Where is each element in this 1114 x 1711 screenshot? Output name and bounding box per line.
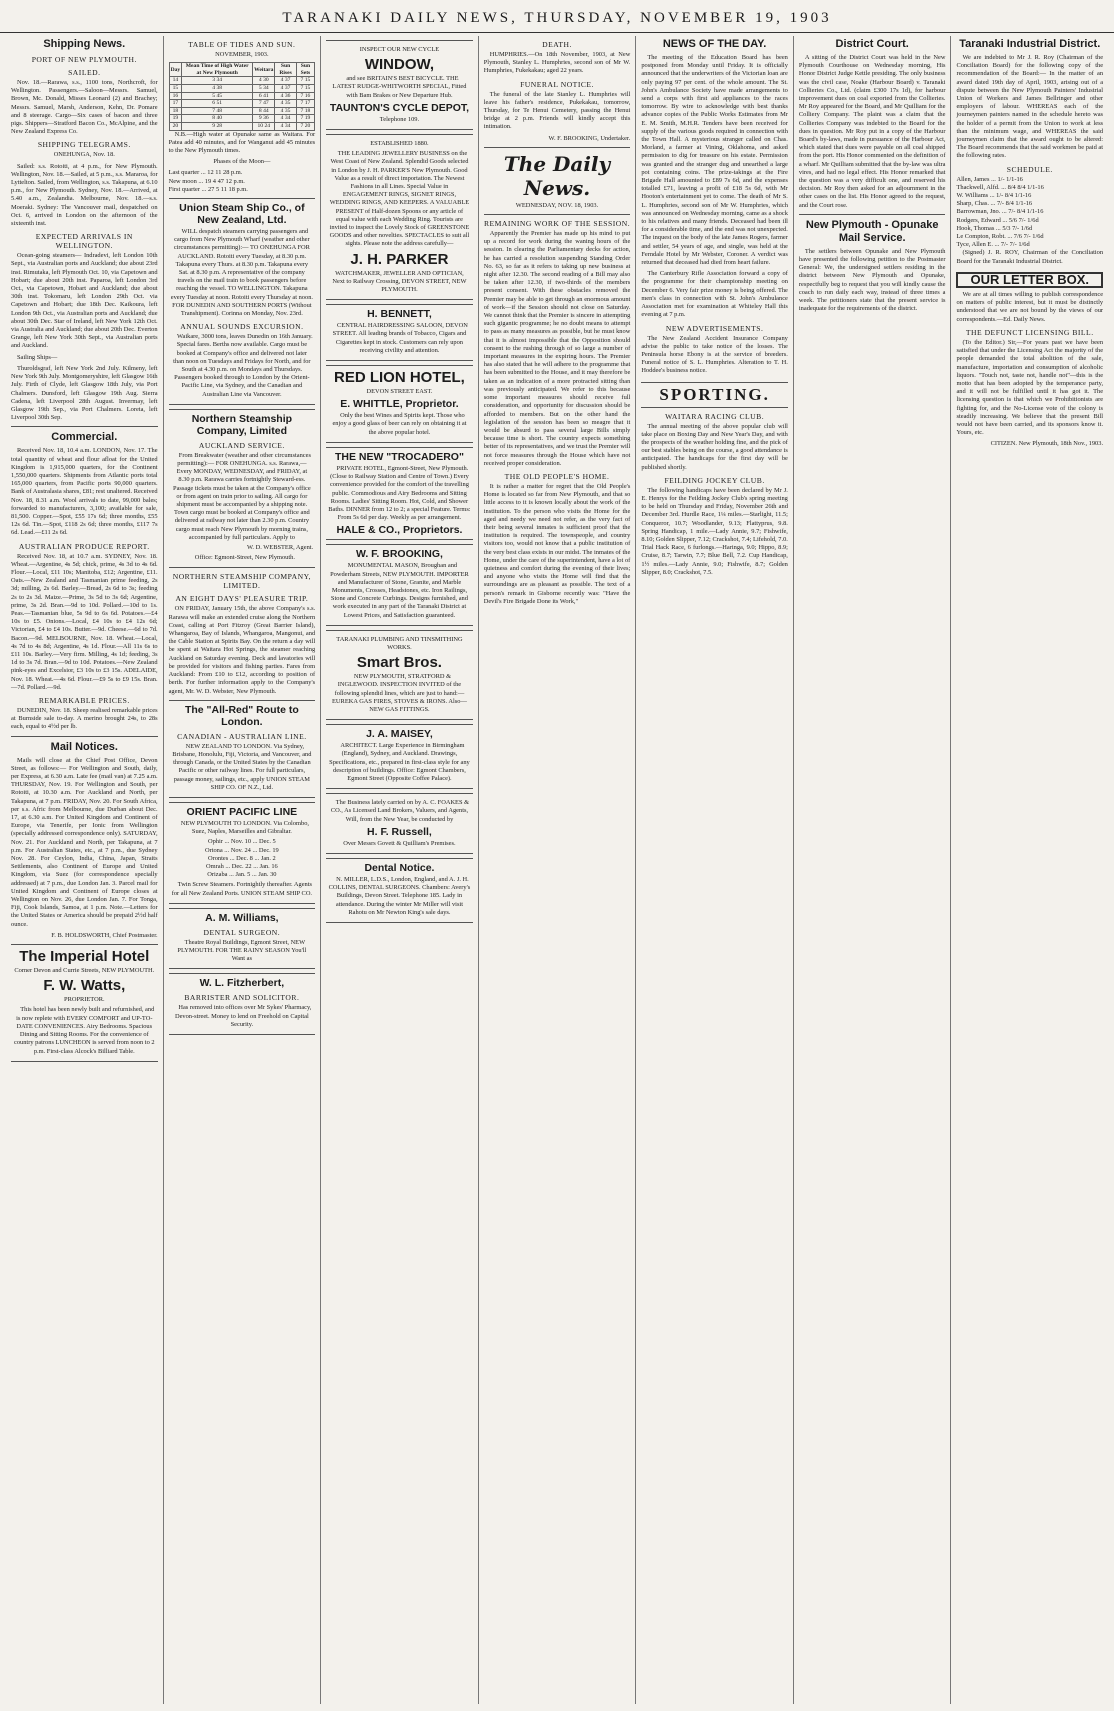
russell-text: Over Messrs Govett & Quilliam's Premises. [343,839,456,847]
tides-cell: 6 41 [253,92,275,100]
fitzherbert-heading: W. L. Fitzherbert, [199,977,285,990]
editorial-date: WEDNESDAY, NOV. 18, 1903. [515,201,599,209]
sailing-ships-text: Thuroldsgraf, left New York 2nd July. Kilmeny, left New York 9th July. Montgomeryshire, left Glasgow 16th July. Firth of Clyde, left Glasgow 18th July, via Port Chalmers. Dunsford, left Glasgow 19th Aug. Sierra Cadena, left Liverpool 28th August. Invermay, left Glasgow 19th Sep., via Port Chalmers. Loreta, left Liverpool 30th Sep. [11,364,158,422]
orient-sailing-item: Ophir ... Nov. 10 ... Dec. 5 [207,838,276,846]
tides-cell: 14 [169,77,182,85]
tides-cell: 9 36 [253,115,275,123]
funeral-heading: FUNERAL NOTICE. [520,79,594,89]
tides-cell: 20 [169,122,182,130]
northern-steamship-ad [169,409,316,569]
divider [799,214,946,215]
opunake-text: The settlers between Opunake and New Plymouth have presented the following petition to the Postmaster General: We, the undersigned settlers residing in the district between New Plymouth and Opunake, respectfully beg to request that you will kindly cause the coach to run daily each way, instead of three times a week. The petitioners state that the present service is inadequate for the requirements of the district. [798,247,946,313]
tides-cell: 7 47 [253,100,275,108]
fitzherbert-text: Has removed into offices over Mr Sykes' Pharmacy, Devon-street. Money to lend on Freehold on Capital Security. [174,1004,312,1028]
plumbing-heading: TARANAKI PLUMBING AND TINSMITHING WORKS. [336,635,463,651]
tides-cell: 7 15 [296,84,314,92]
divider [484,214,631,215]
schedule-row: Hook, Thomas ... 5/3 7/- 1/6d [956,224,1033,232]
union-steam-heading: Union Steam Ship Co., of New Zealand, Ltd. [179,201,305,226]
tides-cell: 4 36 [275,92,296,100]
orient-sailing-item: Ortona ... Nov. 24 ... Dec. 19 [204,846,279,854]
column-5 [636,36,794,1704]
moon-heading: Phases of the Moon— [213,158,271,166]
sailing-ships-heading: Sailing Ships— [17,353,58,361]
paper-title: The Daily News. [503,151,611,200]
tides-row [169,92,315,100]
remarkable-text: DUNEDIN, Nov. 18. Sheep realised remarkable prices at Burnside sale to-day. A merino brought 24s, to 28s each, equal to 4½d per lb. [11,707,158,731]
leader-text: Apparently the Premier has made up his mind to put up a record for work during the waning hours of the session. In clearing the Parliamentary decks for action, he has carried a resolution suspending Standing Order No. 63, so far as it refers to taking up new business at night after 12.30. The second reading of a Bill may also be taken after 12.30, if two-thirds of the members present consent. With these obstacles removed the Premier may be able to get through an enormous amount of work—if the Session should not close on Saturday. We cannot think that the Premier is sincere in attempting such gigantic programme; he no doubt means to attempt to pass as many measures as possible, but he must know that it is almost impossible that the Opposition should consent to the rushing through of so large a number of important measures in the expiring hours. The Premier has also stated that he will adhere to the programme that has been submitted to the House, and it may therefore be taken as an indication of a more protracted sitting than was previously anticipated. We refer to this because some important measures should receive full consideration, and opportunity for discussion should be afforded to members. But on the other hand the legislation of the session has been so meagre that it would be absurd to pass several large Bills simply because time is short. The country expects something better of its representatives, and we trust the Premier will not force measures through the House which have not received proper consideration. [483,230,631,467]
tides-cell: 15 [169,84,182,92]
hotel-proprietor: F. W. Watts, [43,977,126,995]
column-1 [6,36,164,1704]
orient-text: NEW PLYMOUTH TO LONDON. Via Colombo, Suez, Naples, Marseilles and Gibraltar. [180,819,309,836]
tides-cell: 6 51 [182,100,253,108]
trocadero-heading: THE NEW "TROCADERO" [334,450,464,463]
tides-cell: 7 20 [296,122,314,130]
fitzherbert-ad [169,973,316,1035]
onehunga-dateline: ONEHUNGA, Nov. 18. [53,151,115,159]
schedule-row: Tyce, Allen E. ... 7/- 7/- 1/6d [956,241,1030,249]
sailed-heading: SAILED. [68,68,101,77]
old-peoples-home-text: It is rather a matter for regret that the Old People's Home is located so far from New Plymouth, and that so little access to it is known locally about the work of the institution. To the person who visits the Home for the aged and needy we need not refer, as the very fact of their being several inmates is sufficient proof that the institution is required. The townspeople, and country visitors too, would not know that a public institution of the very best class exists in our midst. The inmates of the Home, under the care of the superintendent, have a lot of quietness and comfort during the evening of their lives; and anyone who visits the Home will find that the surroundings are as pleasant as possible. The text of a person's remark in Gisborne recently was: "Have the Devil's Fire Brigade Done its Work," [483,482,631,605]
window-text: and see BRITAIN'S BEST BICYCLE. THE LATEST RUDGE-WHITWORTH SPECIAL, Fitted with Bam Brakes or New Departure Hub. [332,75,467,99]
sporting-heading: SPORTING. [641,382,788,408]
smart-heading: Smart Bros. [356,654,442,672]
district-court-text: A sitting of the District Court was held in the New Plymouth Courthouse on Wednesday morning, His Honor District Judge Kettle presiding. The only business was the civil case, Noake (Harbour Board) v. Taranaki Collieries Co., Ltd. (claim £300 17s 1d), for harbour improvement dues on coal exported from the Collieries. Mr Roy appeared for the Board, and Mr Quilliam for the Colliery Company. The plaint was a claim that the Collieries Company was indebted to the Board for the dues in question. Mr Roy put in a copy of the Harbour Board's by-laws, made in pursuance of the Harbour Act, which stated that dues were payable on all coal shipped from the port. His Honor commented on the definition of a wharf. Mr Quilliam submitted that the by-law was ultra vires, and had no legal effect. His Honor remarked that the question was a very difficult one, and reserved his decision. Mr Roy then asked for an adjournment in the other cases on the list. His Honor agreed to the request, and the Court rose. [798,54,946,209]
industrial-heading: Taranaki Industrial District. [959,38,1101,50]
jewellery-text: THE LEADING JEWELLERY BUSINESS on the West Coast of New Zealand. Splendid Goods selected in London by J. H. PARKER'S New Plymouth. Good Value as a result of direct importation. The Newest Fashions in all Lines. Special Value in ENGAGEMENT RINGS, SIGNET RINGS, WEDDING RINGS, AND KEEPERS. A VALUABLE PRESENT of Half-dozen Spoons or any article of equal value with each Wedding Ring. Tourists are invited to inspect the Lovely Stock of GREENSTONE GOODS and other novelties. SPECTACLES to suit all sights. Please note the address carefully— [329,150,470,248]
schedule-row: Rodgers, Edward ... 5/6 7/- 1/6d [956,216,1039,224]
tides-cell: 7 48 [182,107,253,115]
foakes-text: The Business lately carried on by A. C. FOAKES & CO., As Licensed Land Brokers, Valuers, and Agents, Will, from the New Year, be conducted by [330,799,470,823]
waitara-heading: WAITARA RACING CLUB. [665,411,765,421]
russell-ad [326,793,473,854]
funeral-signature: W. F. BROOKING, Undertaker. [548,134,631,142]
old-peoples-home-heading: THE OLD PEOPLE'S HOME. [504,471,610,481]
tides-cell: 19 [169,115,182,123]
tides-row [169,84,315,92]
commercial-heading: Commercial. [51,431,118,444]
port-heading: PORT OF NEW PLYMOUTH. [31,55,137,64]
orient-sailing-item: Omrah ... Dec. 22 ... Jan. 16 [206,862,278,870]
rifle-text: The Canterbury Rifle Association forward a copy of the programme for their championship meeting on December 6. Very fair prize money is being offered. The men's class in connection with St. John's Ambulance Association met for examination at Whiteley Hall this evening at 7 p.m. [641,270,788,319]
letter-box-heading: OUR LETTER BOX. [956,272,1103,288]
orient-note: Twin Screw Steamers. Fortnightly thereafter. Agents for all New Zealand Ports. UNION STEAM SHIP CO. [171,881,313,897]
tides-cell: 8 40 [182,115,253,123]
annual-heading: ANNUAL SOUNDS EXCURSION. [180,322,304,332]
remarkable-heading: REMARKABLE PRICES. [38,696,130,705]
mail-heading: Mail Notices. [50,740,118,753]
divider [11,426,158,427]
fitzherbert-sub: BARRISTER AND SOLICITOR. [184,993,300,1003]
tides-cell: 7 17 [296,100,314,108]
tides-cell: 4 35 [275,100,296,108]
tides-row [169,100,315,108]
smart-text: NEW PLYMOUTH, STRATFORD & INGLEWOOD. INSPECTION INVITED of the following splendid lines, which are just to hand:— EUREKA GAS FIRES, STOVES & IRONS. Also—NEW GAS FITTINGS. [332,673,467,713]
schedule-heading: SCHEDULE. [1006,164,1053,174]
tides-row [169,107,315,115]
northern-text: From Breakwater (weather and other circumstances permitting):— FOR ONEHUNGA. s.s. Rarawa,— Every MONDAY, WEDNESDAY, and FRIDAY, at 8.30 p.m. Rarawa carries fortnightly Steward-ess. Passage tickets must be taken at the Company's office or from agent on train prior to sailing. All cargo for shipment must be accompanied by a shipping note. Town cargo must be booked at Company's office and delivered at railway not later than 2.30 p.m. Country cargo must reach New Plymouth by morning trains, accompanied by full particulars. Apply to [173,451,311,541]
commercial-text: Received Nov. 18, 10.4 a.m. LONDON, Nov. 17. The total quantity of wheat and flour afloat for the United Kingdom is 1,915,000 quarters, for the Continent 1,550,000 quarters. Shipments from Atlantic ports total 165,000 quarters, from Pacific ports 90,000 quarters. Bank of Australasia shares, £81; rest unaltered. Received Nov. 18, 8.31 a.m. Wool arrivals to date, 99,000 bales; forwarded to manufacturers, 3,100; available for sale, 81,500. Copper.—Spot, £55 17s 6d; three months, £55 12s 6d. Tin.—Spot, £118 2s 6d; three months, £117 7s 6d. Lead.—£11 2s 6d. [11,447,158,537]
trocadero-ad [326,447,473,540]
annual-text: Waikare, 3000 tons, leaves Dunedin on 16th January. Special fares. Berths now available. Cargo must be booked at Company's office and delivered not later than noon on Tuesdays and Fridays for North, and for South at 4.30 p.m. on Mondays and Thursdays. Passengers booked through to London by the Orient-Pacific Line, via Sydney, and the Canadian and Australian Line via Vancouver. [173,333,313,398]
telegrams-text: Sailed: s.s. Rotoiti, at 4 p.m., for New Plymouth. Wellington, Nov. 18.—Sailed, at 5 p.m., s.s. Mararoa, for Lyttelton. Sailed, from Wellington, s.s. Takapuna, at 6.10 p.m., for New Plymouth. Sydney, Nov. 18.—Arrived, at 5.40 a.m., Zealandia. Melbourne, Nov. 18.—s.s. Moeraki. Sydney: The Vancouver mail, despatched on Oct. 6, arrived in London on the afternoon of the sixteenth inst. [11,162,158,228]
new-ads-text: The New Zealand Accident Insurance Company advise the public to take notice of the losses. The Peninsula horse Ebony is at the service of breeders. Funeral notice of S. L. Humphries. Alteration to T. H. Hoddee's business notice. [641,334,788,375]
tides-cell: 8 44 [253,107,275,115]
williams-ad [169,908,316,970]
tides-col-rises: Sun Rises [275,63,296,77]
dental-ad [326,858,473,923]
moon-phase-item: First quarter ... 27 5 11 18 p.m. [168,185,248,193]
tides-heading: TABLE OF TIDES AND SUN. [188,40,296,49]
union-steam-text: WILL despatch steamers carrying passengers and cargo from New Plymouth Wharf (weather and other circumstances permitting):— TO ONEHUNGA FOR AUCKLAND. Rotoiti every Tuesday, at 8.30 p.m. Takapuna every Thurs. at 8.30 p.m. Takapuna every Sat. at 8.30 p.m. A representative of the company travels on the mail train to book passengers before reaching the vessel. TO WELLINGTON. Takapuna every Tuesday at noon. Rotoiti every Thursday at noon. FOR DUNEDIN AND SOUTHERN PORTS (Without Transhipment). Corinna on Monday, Nov. 23rd. [170,227,313,317]
tides-cell: 7 19 [296,115,314,123]
schedule-row: Sharp, Chas. ... 7/- 8/4 1/1-16 [956,200,1033,208]
russell-heading: H. F. Russell, [367,825,432,838]
taunton-heading: TAUNTON'S CYCLE DEPOT, [329,101,470,114]
funeral-text: The funeral of the late Stanley L. Humphries will leave his father's residence, Pukekakau, tomorrow, Thursday, for Te Henui Cemetery, passing the Henui bridge at 2 p.m. Friends will kindly accept this intimation. [483,90,631,131]
divider [11,736,158,737]
tides-cell: 3 34 [182,77,253,85]
tides-cell: 7 18 [296,107,314,115]
tides-col-np: Mean Time of High Water at New Plymouth [182,63,253,77]
schedule-row: Barrowman, Jno. ... 7/- 8/4 1/1-16 [956,208,1044,216]
feilding-heading: FEILDING JOCKEY CLUB. [664,475,765,485]
feilding-text: The following handicaps have been declared by Mr J. E. Henrys for the Feilding Jockey Club's spring meeting to be held on Thursday and Friday, November 26th and December 3rd. Hurdle Race, 1¼ miles.—Starlight, 11.5; Conqueror, 10.7; Woodlander, 9.13; Flattyprus, 9.8. Spring Handicap, 1 mile.—Lady Annie, 9.7; Fishwife, 8.10; Golden Slipper, 7.12; Crackshot, 7.4; Lifehold, 7.0. Trial Hack Race, 6 furlongs.—Haringa, 9.0; Hippo, 8.9; Cruise, 8.7; Tarwin, 7.7; Blue Bell, 7.2. Cup Handicap, 1½ miles.—Lady Annie, 9.0; Fishwife, 8.7; Golden Slipper, 8.0; Crackshot, 7.5. [641,486,788,576]
northern-heading: Northern Steamship Company, Limited [191,412,293,437]
excursion-heading: AN EIGHT DAYS' PLEASURE TRIP. [175,594,309,604]
telegrams-heading: SHIPPING TELEGRAMS. [37,140,131,150]
moon-list [169,169,316,194]
column-3 [321,36,479,1704]
smart-ad [326,630,473,720]
hotel-address: Corner Devon and Currie Streets, NEW PLYMOUTH. [14,967,155,975]
northern-signature: W. D. WEBSTER, Agent. [246,544,314,552]
tides-cell: 4 34 [275,122,296,130]
tides-row [169,122,315,130]
brooking-text: MONUMENTAL MASON, Broughan and Powderham Streets, NEW PLYMOUTH. IMPORTER and Manufacturer of Stone, Granite, and Marble Monuments, Crosses, Headstones, etc. Iron Railings, Stone and Concrete Curbings. Designs furnished, and work executed in any part of the Taranaki District at Lowest Prices, and Satisfaction guaranteed. [330,562,469,619]
news-text: The meeting of the Education Board has been postponed from Monday until Friday. It is officially announced that the underwriters of the Victorian loan are only paying 97 per cent. of the whole amount. The St. John's Ambulance Society have made arrangements to send a corps with first aid appliances to the races tomorrow. By wire to acknowledge with best thanks advance copies of the Public Works Estimates from Mr E. M. Smith, M.H.R. Tenders have been received for supply of the various goods required in connection with the Town Hall. A mysterious stranger called on Chas. Morland, a farmer at Vining, Oklahoma, and asked permission to dig for treasure on his estate. Permission was granted and the stranger dug and unearthed a large pot containing coins. The prize-takings at the Fire Brigade Hall amounted to £89 7s 6d, and the expenses totalled £71, leaving a profit of £18 5s 6d, with Mr Hooton's entertainment yet to come. The death of Mr S. L. Humphries, second son of Mr W. Humphries, which was announced on Wednesday morning, came as a shock to his relatives and many friends. Deceased had been ill for a considerable time, and the end was not unexpected. The inquest on the body of the late James Rogers, farmer and settler, 54 years of age, and single, was held at the Ferndale Hotel by Mr Webster, Coroner. A verdict was returned that deceased had died from heart failure. [641,54,788,267]
orient-sailing-item: Orizaba ... Jan. 5 ... Jan. 30 [207,871,277,879]
mail-signature: F. B. HOLDSWORTH, Chief Postmaster. [51,931,158,939]
tides-cell: 7 16 [296,92,314,100]
tides-cell: 4 37 [275,84,296,92]
orient-sailings [171,838,314,879]
columns [6,36,1108,1704]
parker-sub: WATCHMAKER, JEWELLER AND OPTICIAN, Next to Railway Crossing, DEVON STREET, NEW PLYMOUTH. [332,269,467,294]
williams-sub: DENTAL SURGEON. [203,927,281,937]
maisey-ad [326,724,473,789]
brooking-ad [326,544,473,625]
mail-text: Mails will close at the Chief Post Office, Devon Street, as follows:— For Wellington and South, daily, per Express, at 6.30 a.m. Late fee (mail van) at 7.25 a.m. THURSDAY, Nov. 19. For Wellington and South, per Rotoiti, at 10.30 a.m. For Auckland and North, per Takapuna, at 7 p.m. FRIDAY, Nov. 20. For South Africa, per s.s. Afric from Melbourne, due Durban about Dec. 17, at 6.30 a.m. For United Kingdom and Continent of Europe, via Tenerife, per Ionic from Wellington (specially addressed correspondence only). SATURDAY, Nov. 21. For Auckland and North, per Takapuna, at 7 p.m. For Australian States, etc., at 7 p.m., due Sydney Nov. 28. For Ceylon, India, China, Japan, Straits Settlements, also Continent of Europe and United Kingdom, via Suez (for correspondence specially addressed) at 7 p.m., due London Jan. 3. Parcel mail for United Kingdom and Continent of Europe closes at Wellington on Nov. 26, due London Jan. 7. For Tonga, Fiji, Cook Islands, Samoa, at 1 p.m. Note.—Letters for the United States or America should be prepaid 2½d half ounce. [11,756,158,928]
schedule-row: Thackwell, Alfd. ... 8/4 8/4 1/1-16 [956,183,1044,191]
whittle-text: Only the best Wines and Spirits kept. Those who enjoy a good glass of beer can rely on obtaining it at the above popular hotel. [332,412,467,436]
taunton-phone: Telephone 109. [379,115,420,123]
hotel-proprietor-label: PROPRIETOR. [64,996,105,1004]
tides-cell: 4 37 [275,77,296,85]
moon-phase-item: Last quarter ... 12 11 28 p.m. [168,169,243,177]
masthead: TARANAKI DAILY NEWS, THURSDAY, NOVEMBER 19, 1903 [0,10,1114,33]
maisey-text: ARCHITECT. Large Experience in Birmingham (England), Sydney, and Auckland. Drawings, Specifications, etc., prepared in first-class style for any description of buildings. Office: Egmont Chambers, Egmont Street (Opposite Coffee Palace). [329,742,470,782]
sailed-text: Nov. 18.—Rarawa, s.s., 1100 tons, Northcroft, for Wellington. Passengers.—Saloon—Messrs. Samuel, Brown, Mc. Donald, Misses Leonard (2) and Brachey; Messrs. Samuel, Marsh, Anderson, Kehn, Dr. Pomare and 8 steerage. Cargo—Six cases of bacon and three pigs. Shippers—Stratford Bacon Co., McAlpine, and the New Zealand Express Co. [11,79,158,136]
death-heading: DEATH. [542,40,572,49]
hotel-name: The Imperial Hotel [19,948,150,966]
column-6 [794,36,952,1704]
all-red-text: NEW ZEALAND TO LONDON. Via Sydney, Brisbane, Honolulu, Fiji, Victoria, and Vancouver, and through Canada, or the United States by the Canadian Pacific or other railway lines. For full particulars, passage money, sailings, etc., apply UNION STEAM SHIP CO. OF N.Z., Ltd. [172,742,312,791]
schedule-row: Le Compton, Robt. ... 7/6 7/- 1/6d [956,233,1044,241]
letter-box-note: We are at all times willing to publish correspondence on matters of public interest, but it must be distinctly understood that we are not bound by the views of our correspondents.—Ed. Daily News. [956,291,1104,323]
industrial-text: We are indebted to Mr J. R. Roy (Chairman of the Conciliation Board) for the following copy of the recommendation of the Board:— In the matter of an award dated 19th day of April, 1903, arising out of a dispute between the New Plymouth Painters' Industrial Union of Workers and James Bellringer and other employers of labour. WHEREAS each of the journeymen painters named in the schedule hereto was the holder of a permit from the Union to work at less than the minimum wage, and WHEREAS the said journeymen claim that the award ought to be altered: The Board recommends that the said workmen be paid at the following rates. [956,54,1104,160]
dental-text: N. MILLER, L.D.S., London, England, and A. J. H. COLLINS, DENTAL SURGEONS. Chambers: Avery's Buildings, Devon Street. Telephone 185. Lady in attendance. During the winter Mr Miller will visit Rahotu on Mr Newton King's sale days. [328,875,471,916]
parker-heading: J. H. PARKER [350,250,449,268]
tides-cell: 17 [169,100,182,108]
licensing-signature: CITIZEN. New Plymouth, 18th Nov., 1903. [990,440,1104,448]
union-steam-ad [169,198,316,405]
new-ads-heading: NEW ADVERTISEMENTS. [665,323,764,333]
opunake-heading: New Plymouth - Opunake Mail Service. [805,218,939,244]
divider [484,147,631,148]
tides-cell: 5 45 [182,92,253,100]
northern-sub: AUCKLAND SERVICE. [198,440,285,450]
bennett-text: CENTRAL HAIRDRESSING SALOON, DEVON STREET. All leading brands of Tobacco, Cigars and Cigarettes kept in stock. Customers can rely upon receiving civility and attention. [332,322,468,354]
orient-sailing-item: Orontes ... Dec. 8 ... Jan. 2 [207,854,276,862]
tides-cell: 16 [169,92,182,100]
excursion-text: ON FRIDAY, January 15th, the above Company's s.s. Rarawa will make an extended cruise along the Northern Coast, calling at Port Fitzroy (Great Barrier Island), Whangaroa, Bay of Islands, Whangaroa, Mangonui, and the Cable Station at Spirits Bay. On the return a day will be spent at Waitara Hot Springs, the steamer reaching Auckland on Saturday evening. Deck and lavatories will be provided for visitors and fishing parties. Fares from Auckland: From £10 to £12, according to position of berth. For further information apply to the Company's agent, Mr. W. D. Webster, New Plymouth. [168,605,316,695]
moon-phase-item: New moon ... 19 4 47 12 p.m. [168,177,245,185]
tides-cell: 7 15 [296,77,314,85]
shipping-heading: Shipping News. [43,38,126,50]
schedule-list [956,176,1103,250]
tides-col-day: Day [169,63,182,77]
bennett-heading: H. BENNETT, [367,308,432,321]
schedule-row: Allen, James ... 1/- 1/1-16 [956,175,1023,183]
produce-text: Received Nov. 18, at 10.7 a.m. SYDNEY, Nov. 18. Wheat.—Argentine, 4s 5d; chick, prime, 4s 3d to 4s 6d. Flour.—Local, £11 10s; Manitoba, £12; Argentine, £11. Oats.—New Zealand and Tasmanian prime feeding, 2s 3d; milling, 2s 6d. Barley.—Bread, 2s 6d to 3s; feeding 2s to 2s 3d. Maize.—Prime, 3s 5d to 3s 6d; Argentine, prime, 3s 2d. Bran.—9d to 10d. Pollard.—10d to 1s. Peas.—Tasmanian blue, 5s 9d to 6s 6d. Potatoes.—£4 10s to £5. Onions.—Local, £4 10s to £4 12s 6d; Victorian, £4 to £4 10s. Butter.—9d. Cheese.—6d to 7d. Bacon.—9d. MELBOURNE, Nov. 18. Wheat.—Local, 4s 7d to 4s 8d; Argentine, 4s 1d. Flour.—All 11s 6s to £11 10s. Barley.—Very firm. Milling, 4s 1d; feeding, 3s 1d to 3s 7d. Bran.—9d to 10d. Potatoes.—New Zealand pink-eyes and Excelsior, £3 10s to £3 15s. ADELAIDE, Nov. 18. Wheat.—4s 6d. Flour.—£9 5s to £9 15s. Bran.—7d. Pollard.—9d. [11,552,158,691]
bennett-ad [326,304,473,361]
tides-cell: 5 34 [253,84,275,92]
whittle-heading: E. WHITTLE, Proprietor. [340,398,459,411]
taunton-ad [326,40,473,130]
all-red-sub: CANADIAN - AUSTRALIAN LINE. [177,731,307,741]
tides-row [169,77,315,85]
maisey-heading: J. A. MAISEY, [366,728,433,741]
tides-header-row [169,63,315,77]
tides-cell: 18 [169,107,182,115]
tides-cell: 4 30 [253,77,275,85]
parker-ad [326,134,473,300]
news-heading: NEWS OF THE DAY. [662,38,767,50]
orient-ad [169,802,316,904]
northern-office: Office: Egmont-Street, New Plymouth. [194,554,295,562]
tides-col-waitara: Weitara [253,63,275,77]
inspect-line: INSPECT OUR NEW CYCLE [359,46,440,53]
tides-cell: 4 34 [275,115,296,123]
tides-cell: 9 28 [182,122,253,130]
established-line: ESTABLISHED 1880. [370,140,429,148]
red-lion-address: DEVON STREET EAST. [366,388,433,396]
red-lion-ad [326,365,473,443]
tides-cell: 4 35 [275,107,296,115]
column-7 [951,36,1108,1704]
trocadero-text: PRIVATE HOTEL, Egmont-Street, New Plymouth. (Close to Railway Station and Centre of Town.) Every convenience provided for the comfort of the travelling public. Commodious and Airy Bedrooms and Sitting Rooms. Ladies' Sitting Room. Hot, Cold, and Shower Baths. DINNER from 12 to 2; a special Feature. Terms: From 5s 6d per day. Weekly as per arrangement. [328,464,471,522]
schedule-row: W. Williams ... 1/- 8/4 1/1-16 [956,192,1032,200]
licensing-text: (To the Editor.) Sir,—For years past we have been satisfied that under the Licensing Act the majority of the people demanded the total abolition of the sale, manufacture, importation and consumption of alcoholic liquors. "Touch not, taste not, handle not"—this is the motto that has been adopted by the temperance party, and it will not be fulfilled until it has got it. The licensing question is that which we Prohibitionists are fighting for, and the No-License vote of the colony is steadily increasing. We believe that the present Bill would not have been carried, and its sponsors know it. Yours, etc. [956,338,1104,437]
expected-text: Ocean-going steamers— Indradevi, left London 10th Sept., via Australian ports and Auckland; due about 23rd inst. Rimutaka, left Plymouth Oct. 10, via Capetown and Hobart; due about 20th inst. Paparoa, left London 3rd Oct., via Capetown, Hobart and Auckland; due about 30th inst. Tokomaru, left London 29th Oct. via Capetown and Hobart; due 18th Dec. Kaikoura, left London 9th Oct., via Australian ports and Auckland; due about 30th Dec. Star of Ireland, left New York 12th Oct. via Australia and Auckland; due about 20th Dec. Everton Grange, left New York 30th Sept., via Australian ports and Auckland. [11,252,158,350]
hale-heading: HALE & CO., Proprietors. [336,524,463,537]
hotel-text: This hotel has been newly built and refurnished, and is now replete with EVERY COMFORT and UP-TO-DATE CONVENIENCES. Airy Bedrooms. Spacious Dining and Sitting Rooms. For the convenience of country patrons LUNCHEON is served from noon to 2 p.m. First-class Alcock's Billiard Table. [14,1006,155,1055]
orient-heading: ORIENT PACIFIC LINE [186,805,298,818]
window-heading: WINDOW, [364,56,435,74]
produce-heading: AUSTRALIAN PRODUCE REPORT. [18,541,150,551]
tides-note: N.B.—High water at Opunake same as Waitara. For Patea add 40 minutes, and for Wanganui add 45 minutes to the New Plymouth times. [168,130,316,154]
tides-body [169,77,315,130]
all-red-heading: The "All-Red" Route to London. [184,703,299,728]
red-lion-heading: RED LION HOTEL, [334,369,465,387]
leader-heading: REMAINING WORK OF THE SESSION. [483,219,631,229]
williams-text: Theatre Royal Buildings, Egmont Street, NEW PLYMOUTH. FOR THE RAINY SEASON You'll Want as [177,938,307,963]
licensing-heading: THE DEFUNCT LICENSING BILL. [965,327,1094,337]
brooking-heading: W. F. BROOKING, [355,548,443,561]
tides-cell: 4 38 [182,84,253,92]
waitara-text: The annual meeting of the above popular club will take place on Boxing Day and New Year's Day, and with the prospects of the weather holding fine, and the pick of our best stables being on the course, a good attendance is anticipated. The handicaps for the first day will be published shortly. [641,422,788,471]
dental-heading: Dental Notice. [364,861,435,874]
tides-month: NOVEMBER, 1903. [215,51,269,58]
expected-heading: EXPECTED ARRIVALS IN WELLINGTON. [35,232,133,251]
district-court-heading: District Court. [835,38,909,50]
tides-row [169,115,315,123]
williams-heading: A. M. Williams, [205,911,279,924]
tides-col-sets: Sun Sets [296,63,314,77]
column-4 [479,36,637,1704]
tides-cell: 10 24 [253,122,275,130]
death-text: HUMPHRIES.—On 18th November, 1903, at New Plymouth, Stanley L. Humphries, second son of Mr W. Humphries, Fukekakau; aged 22 years. [483,51,631,75]
nsco-heading: NORTHERN STEAMSHIP COMPANY, LIMITED. [172,572,312,591]
tides-table [169,62,316,130]
imperial-hotel-ad [11,944,158,1062]
column-2 [164,36,322,1704]
all-red-ad [169,700,316,798]
industrial-signature: (Signed) J. R. ROY, Chairman of the Conciliation Board for the Taranaki Industrial District. [956,249,1104,265]
